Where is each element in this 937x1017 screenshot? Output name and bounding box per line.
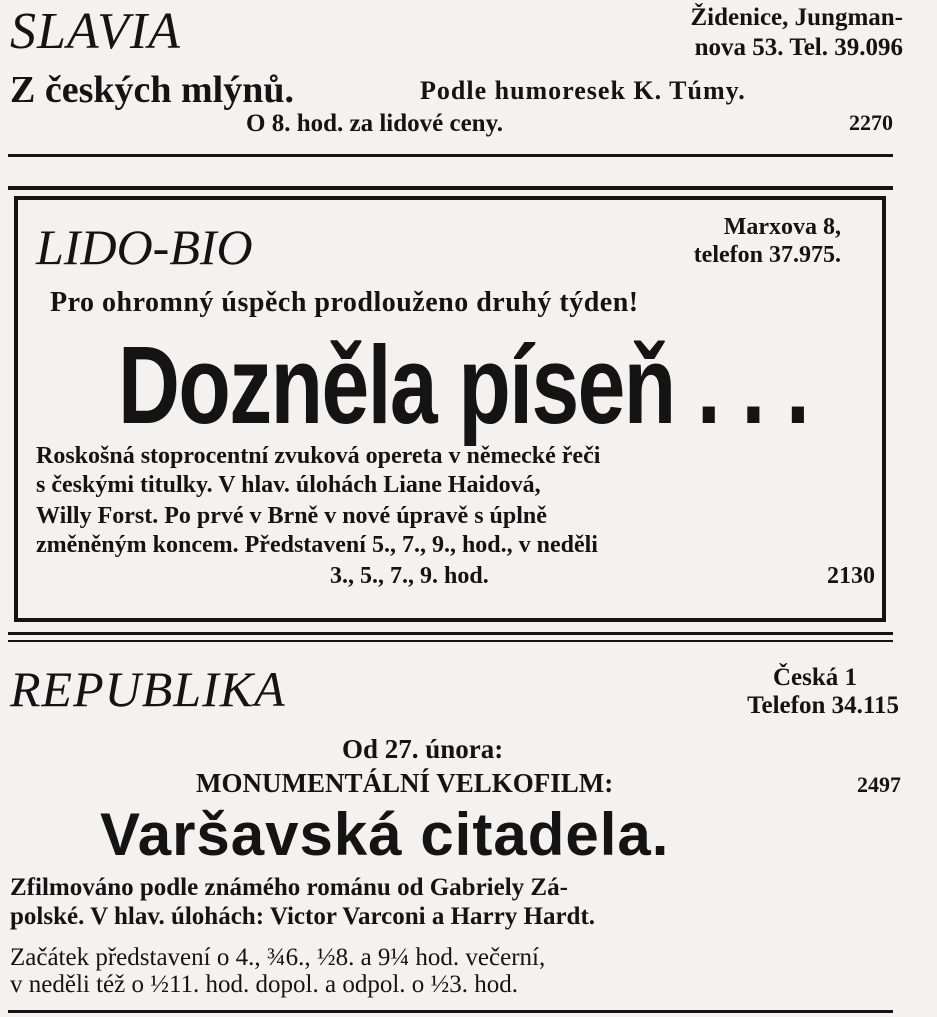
lido-description-line: Willy Forst. Po prvé v Brně v nové úpravě s úplně xyxy=(36,503,547,529)
republika-description-line: Začátek představení o 4., ¾6., ½8. a 9¼ hod. večerní, xyxy=(10,944,546,971)
divider-rule xyxy=(8,154,893,157)
slavia-showtime: O 8. hod. za lidové ceny. xyxy=(246,110,503,137)
republika-title: REPUBLIKA xyxy=(10,661,286,717)
republika-address-line2: Telefon 34.115 xyxy=(747,692,899,719)
divider-rule xyxy=(8,1010,893,1013)
republika-category: MONUMENTÁLNÍ VELKOFILM: xyxy=(196,768,614,798)
republika-date-line: Od 27. února: xyxy=(342,734,504,764)
republika-film-title: Varšavská citadela. xyxy=(100,801,670,868)
divider-rule xyxy=(8,640,893,642)
divider-rule xyxy=(8,186,893,190)
republika-description-line: v neděli též o ½11. hod. dopol. a odpol. o ½3. hod. xyxy=(10,971,519,998)
lido-title: LIDO-BIO xyxy=(36,219,253,275)
lido-promo: Pro ohromný úspěch prodlouženo druhý týden! xyxy=(50,287,639,318)
lido-address-line1: Marxova 8, xyxy=(723,214,841,240)
lido-film-title: Dozněla píseň . . . xyxy=(118,324,809,447)
republika-description-line: Zfilmováno podle známého románu od Gabriely Zá- xyxy=(10,874,568,901)
republika-description-line: polské. V hlav. úlohách: Victor Varconi a Harry Hardt. xyxy=(10,903,596,930)
republika-address-line1: Česká 1 xyxy=(772,664,857,691)
slavia-program-note: Podle humoresek K. Túmy. xyxy=(420,76,746,105)
slavia-address-line2: nova 53. Tel. 39.096 xyxy=(694,34,903,61)
republika-code: 2497 xyxy=(857,772,901,797)
lido-address-line2: telefon 37.975. xyxy=(693,242,841,268)
lido-code: 2130 xyxy=(827,563,875,589)
slavia-code: 2270 xyxy=(849,110,893,135)
lido-description-line: 3., 5., 7., 9. hod. xyxy=(330,563,489,589)
slavia-program-title: Z českých mlýnů. xyxy=(10,69,294,111)
divider-rule xyxy=(8,632,893,635)
lido-description-line: změněným koncem. Představení 5., 7., 9., hod., v neděli xyxy=(36,532,598,558)
slavia-title: SLAVIA xyxy=(10,3,181,60)
lido-description-line: Roskošná stoprocentní zvuková opereta v německé řeči xyxy=(36,443,601,469)
lido-description-line: s českými titulky. V hlav. úlohách Liane Haidová, xyxy=(36,472,541,498)
slavia-address-line1: Židenice, Jungman- xyxy=(690,4,903,31)
